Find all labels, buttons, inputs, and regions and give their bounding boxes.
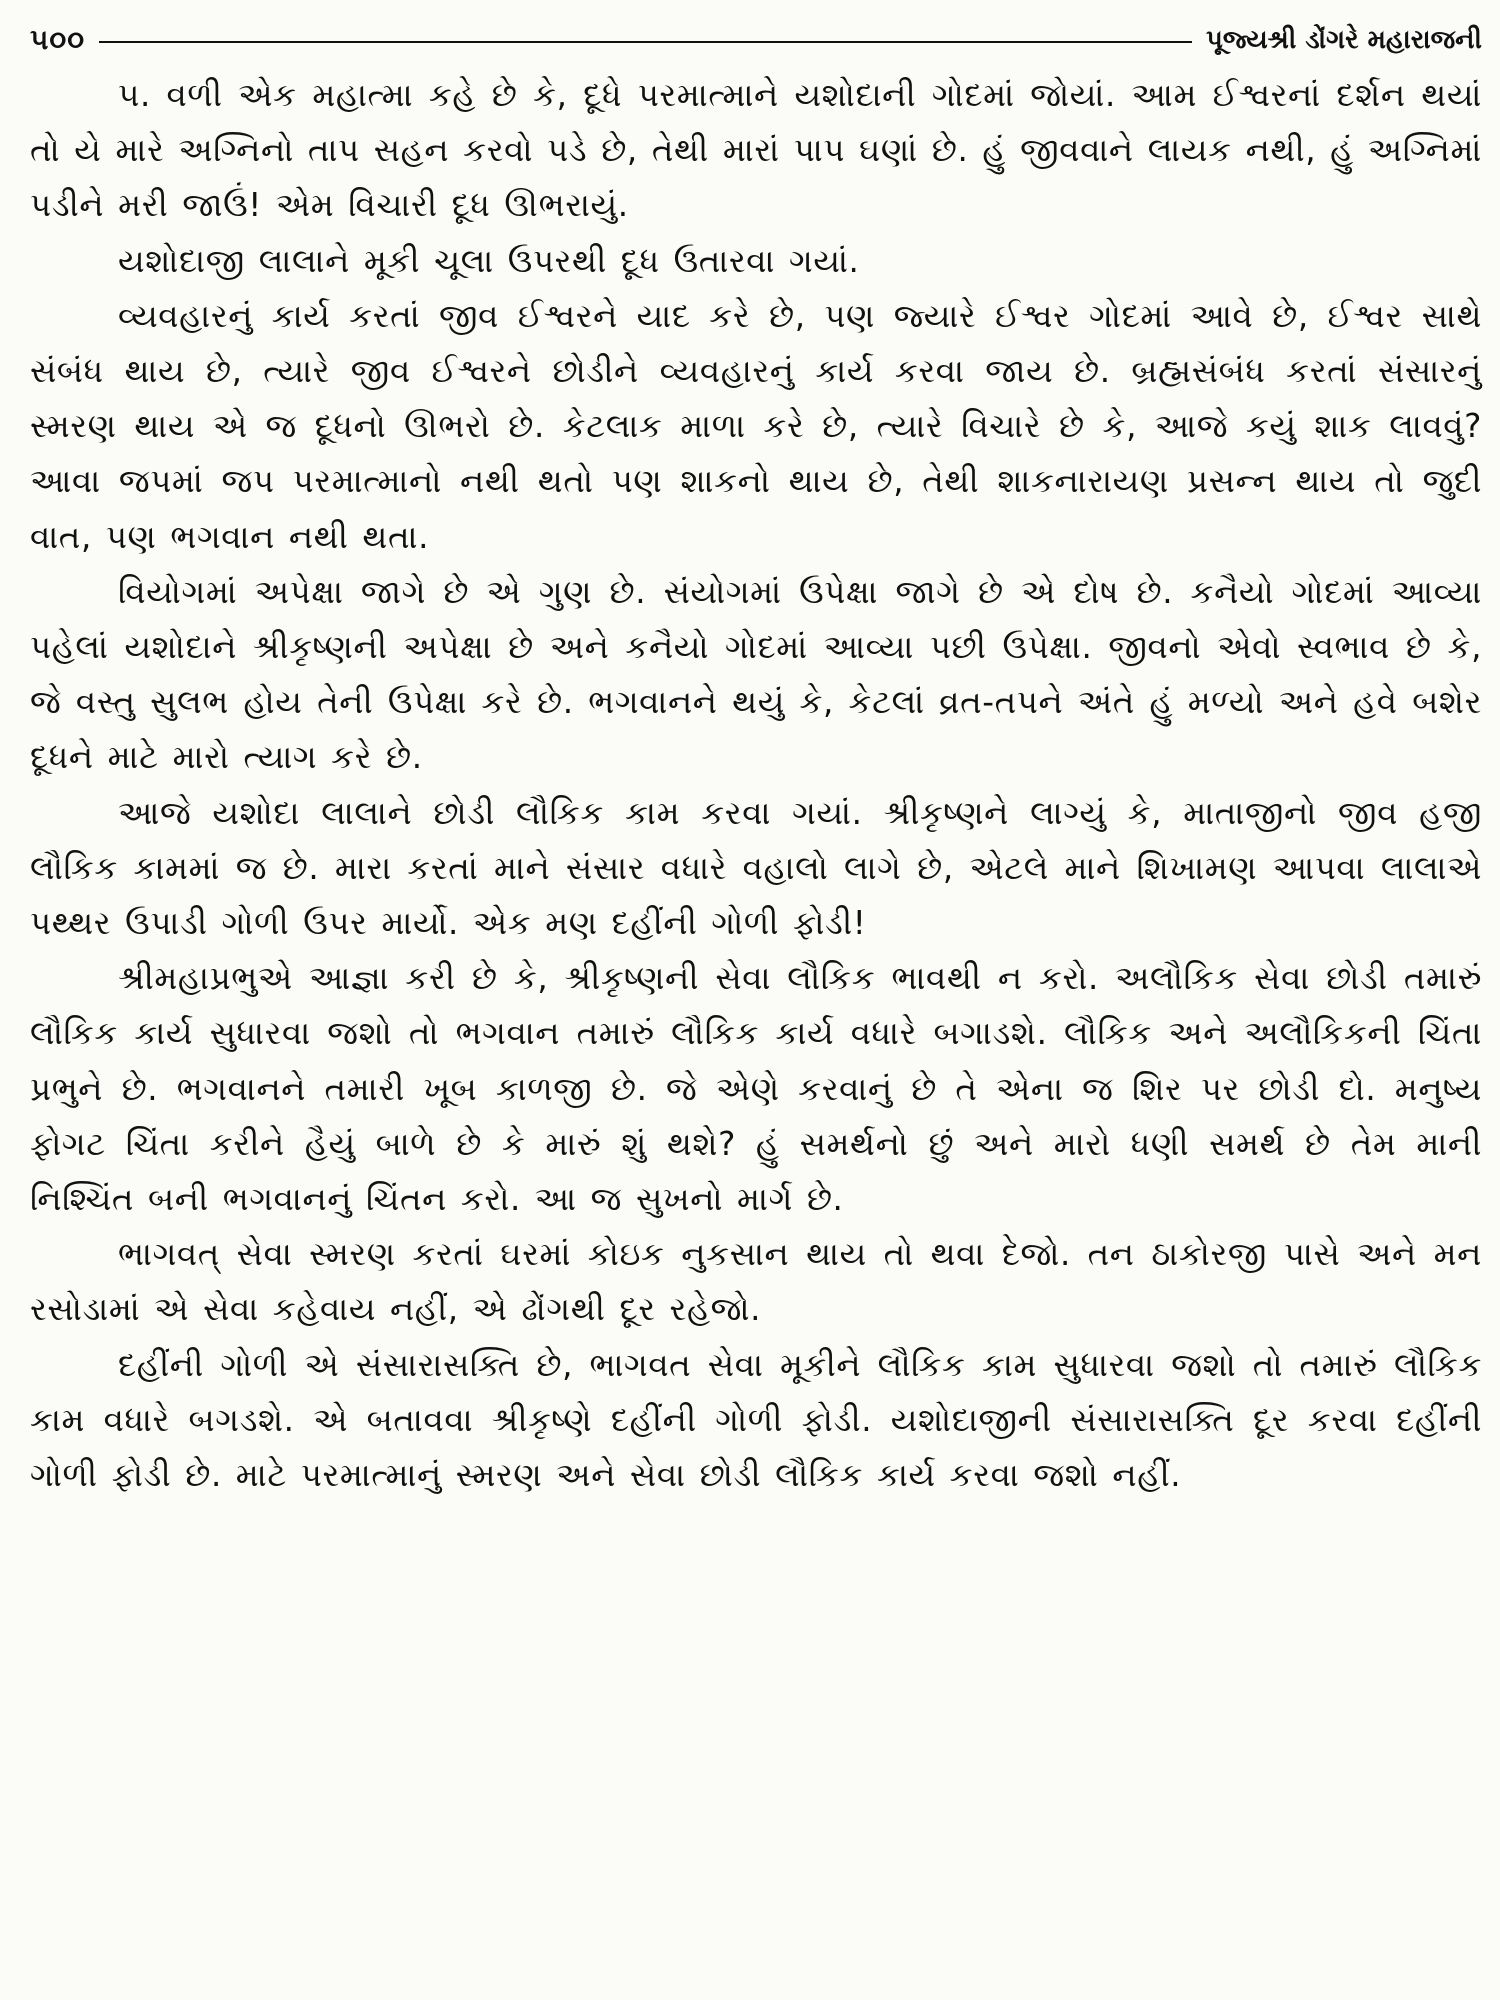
paragraph: વિયોગમાં અપેક્ષા જાગે છે એ ગુણ છે. સંયોગમાં ઉપેક્ષા જાગે છે એ દોષ છે. કનૈયો ગોદમાં આવ્યા પહેલાં યશોદાને શ્રીકૃષ્ણની અપેક્ષા છે અને કનૈયો ગોદમાં આવ્યા પછી ઉપેક્ષા. જીવનો એવો સ્વભાવ છે કે, જે વસ્તુ સુલભ હોય તેની ઉપેક્ષા કરે છે. ભગવાનને થયું કે, કેટલાં વ્રત-તપને અંતે હું મળ્યો અને હવે બશેર દૂધને માટે મારો ત્યાગ કરે છે. — [30, 572, 1482, 777]
running-title: પૂજ્યશ્રી ડોંગરે મહારાજની — [1205, 24, 1482, 55]
paragraph: દહીંની ગોળી એ સંસારાસક્તિ છે, ભાગવત સેવા મૂકીને લૌકિક કામ સુધારવા જશો તો તમારું લૌકિક કામ વધારે બગડશે. એ બતાવવા શ્રીકૃષ્ણે દહીંની ગોળી ફોડી. યશોદાજીની સંસારાસક્તિ દૂર કરવા દહીંની ગોળી ફોડી છે. માટે પરમાત્માનું સ્મરણ અને સેવા છોડી લૌકિક કાર્ય કરવા જશો નહીં. — [30, 1345, 1482, 1495]
paragraph: આજે યશોદા લાલાને છોડી લૌકિક કામ કરવા ગયાં. શ્રીકૃષ્ણને લાગ્યું કે, માતાજીનો જીવ હજી લૌકિક કામમાં જ છે. મારા કરતાં માને સંસાર વધારે વહાલો લાગે છે, એટલે માને શિખામણ આપવા લાલાએ પથ્થર ઉપાડી ગોળી ઉપર માર્યો. એક મણ દહીંની ગોળી ફોડી! — [30, 793, 1482, 943]
paragraph: વ્યવહારનું કાર્ય કરતાં જીવ ઈશ્વરને યાદ કરે છે, પણ જ્યારે ઈશ્વર ગોદમાં આવે છે, ઈશ્વર સાથે સંબંધ થાય છે, ત્યારે જીવ ઈશ્વરને છોડીને વ્યવહારનું કાર્ય કરવા જાય છે. બ્રહ્મસંબંધ કરતાં સંસારનું સ્મરણ થાય એ જ દૂધનો ઊભરો છે. કેટલાક માળા કરે છે, ત્યારે વિચારે છે કે, આજે કયું શાક લાવવું? આવા જપમાં જપ પરમાત્માનો નથી થતો પણ શાકનો થાય છે, તેથી શાકનારાયણ પ્રસન્ન થાય તો જુદી વાત, પણ ભગવાન નથી થતા. — [30, 296, 1482, 556]
page-number: ૫૦૦ — [30, 23, 86, 56]
body-text — [30, 68, 1482, 1503]
page-header — [30, 22, 1482, 58]
paragraph: યશોદાજી લાલાને મૂકી ચૂલા ઉપરથી દૂધ ઉતારવા ગયાં. — [118, 241, 860, 280]
paragraph: ભાગવત્ સેવા સ્મરણ કરતાં ઘરમાં કોઇક નુકસાન થાય તો થવા દેજો. તન ઠાકોરજી પાસે અને મન રસોડામાં એ સેવા કહેવાય નહીં, એ ઢોંગથી દૂર રહેજો. — [30, 1235, 1482, 1329]
paragraph: શ્રીમહાપ્રભુએ આજ્ઞા કરી છે કે, શ્રીકૃષ્ણની સેવા લૌકિક ભાવથી ન કરો. અલૌકિક સેવા છોડી તમારું લૌકિક કાર્ય સુધારવા જશો તો ભગવાન તમારું લૌકિક કાર્ય વધારે બગાડશે. લૌકિક અને અલૌકિકની ચિંતા પ્રભુને છે. ભગવાનને તમારી ખૂબ કાળજી છે. જે એણે કરવાનું છે તે એના જ શિર પર છોડી દો. મનુષ્ય ફોગટ ચિંતા કરીને હૈયું બાળે છે કે મારું શું થશે? હું સમર્થનો છું અને મારો ધણી સમર્થ છે તેમ માની નિશ્ચિંત બની ભગવાનનું ચિંતન કરો. આ જ સુખનો માર્ગ છે. — [30, 959, 1483, 1219]
header-rule — [99, 41, 1192, 43]
paragraph: ૫. વળી એક મહાત્મા કહે છે કે, દૂધે પરમાત્માને યશોદાની ગોદમાં જોયાં. આમ ઈશ્વરનાં દર્શન થયાં તો યે મારે અગ્નિનો તાપ સહન કરવો પડે છે, તેથી મારાં પાપ ઘણાં છે. હું જીવવાને લાયક નથી, હું અગ્નિમાં પડીને મરી જાઉં! એમ વિચારી દૂધ ઊભરાયું. — [30, 76, 1482, 225]
